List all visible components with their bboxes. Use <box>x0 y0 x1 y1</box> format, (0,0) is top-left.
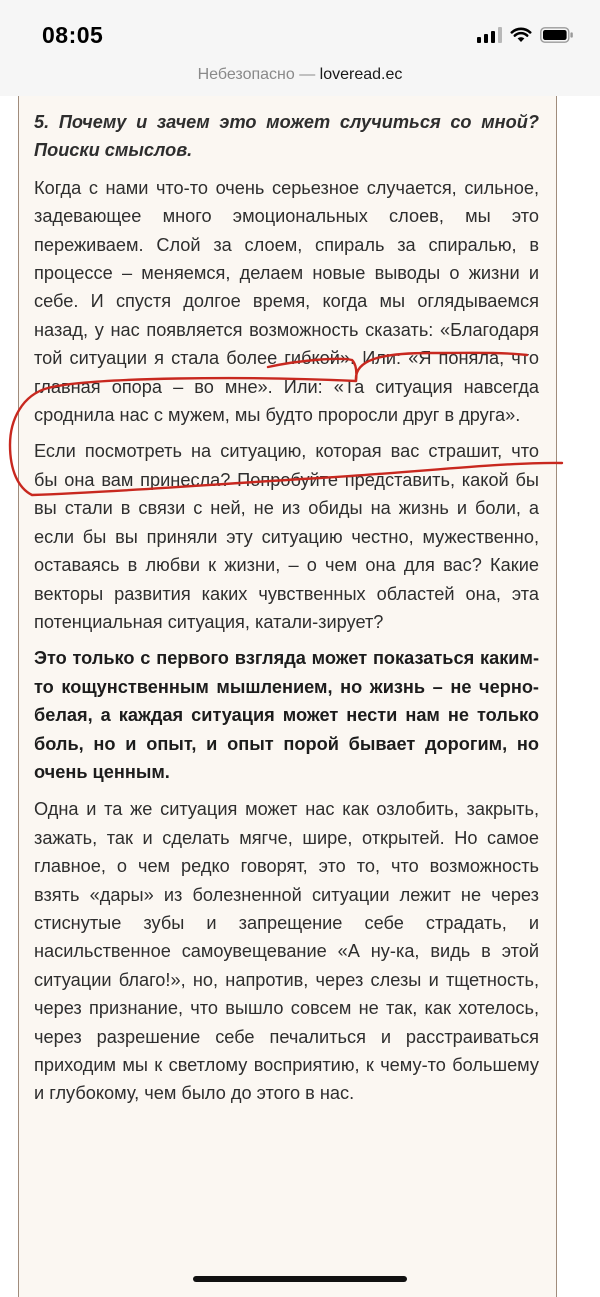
status-time: 08:05 <box>42 22 104 48</box>
bold-paragraph: Это только с первого взгляда может показаться каким-то кощунственным мышлением, но жизнь – не черно-белая, а каждая ситуация может нести нам не только боль, но и опыт, и опыт порой бывает дорогим, но очень ценным. <box>34 648 539 782</box>
battery-icon <box>540 27 574 43</box>
paragraph: Если посмотреть на ситуацию, которая вас страшит, что бы она вам принесла? Попробуйте представить, какой бы вы стали в связи с ней, не из обиды на жизнь и боли, а если бы вы приняли эту ситуацию честно, мужественно, оставаясь в любви к жизни, – о чем она для вас? Какие векторы развития каких чувственных областей она, эта потенциальная ситуация, катали-зирует? <box>34 441 539 632</box>
address-bar[interactable] <box>0 66 600 84</box>
paragraph: Одна и та же ситуация может нас как озлобить, закрыть, зажать, так и сделать мягче, шире, открытей. Но самое главное, о чем редко говорят, это то, что возможность взять «дары» из болезненной ситуации лежит не через стиснутые зубы и запрещение себе страдать, и насильственное самоувещевание «А ну-ка, видь в этой ситуации благо!», но, напротив, через слезы и тщетность, через признание, что вышло совсем не так, как хотелось, через разрешение себе печалиться и расстраиваться приходим мы к светлому восприятию, к чему-то большему и глубокому, чем было до этого в нас. <box>34 799 539 1104</box>
status-icons <box>477 27 574 43</box>
status-bar <box>0 0 600 96</box>
cellular-signal-icon <box>477 27 502 43</box>
url-domain: loveread.ec <box>319 66 403 83</box>
paragraph: Когда с нами что-то очень серьезное случается, сильное, задевающее много эмоциональных слоев, мы это переживаем. Слой за слоем, спираль за спиралью, в процессе – меняемся, делаем новые выводы о жизни и себе. И спустя долгое время, когда мы оглядываемся назад, у нас появляется возможность сказать: «Благодаря той ситуации я стала более гибкой». Или: «Я поняла, что главная опора – во мне». Или: «Та ситуация навсегда сроднила нас с мужем, мы будто проросли друг в друга». <box>34 177 539 426</box>
security-label: Небезопасно — <box>197 66 316 83</box>
article-content <box>34 108 539 1116</box>
home-indicator[interactable] <box>193 1276 407 1282</box>
section-heading: 5. Почему и зачем это может случиться со мной? Поиски смыслов. <box>34 112 539 161</box>
wifi-icon <box>510 27 532 43</box>
